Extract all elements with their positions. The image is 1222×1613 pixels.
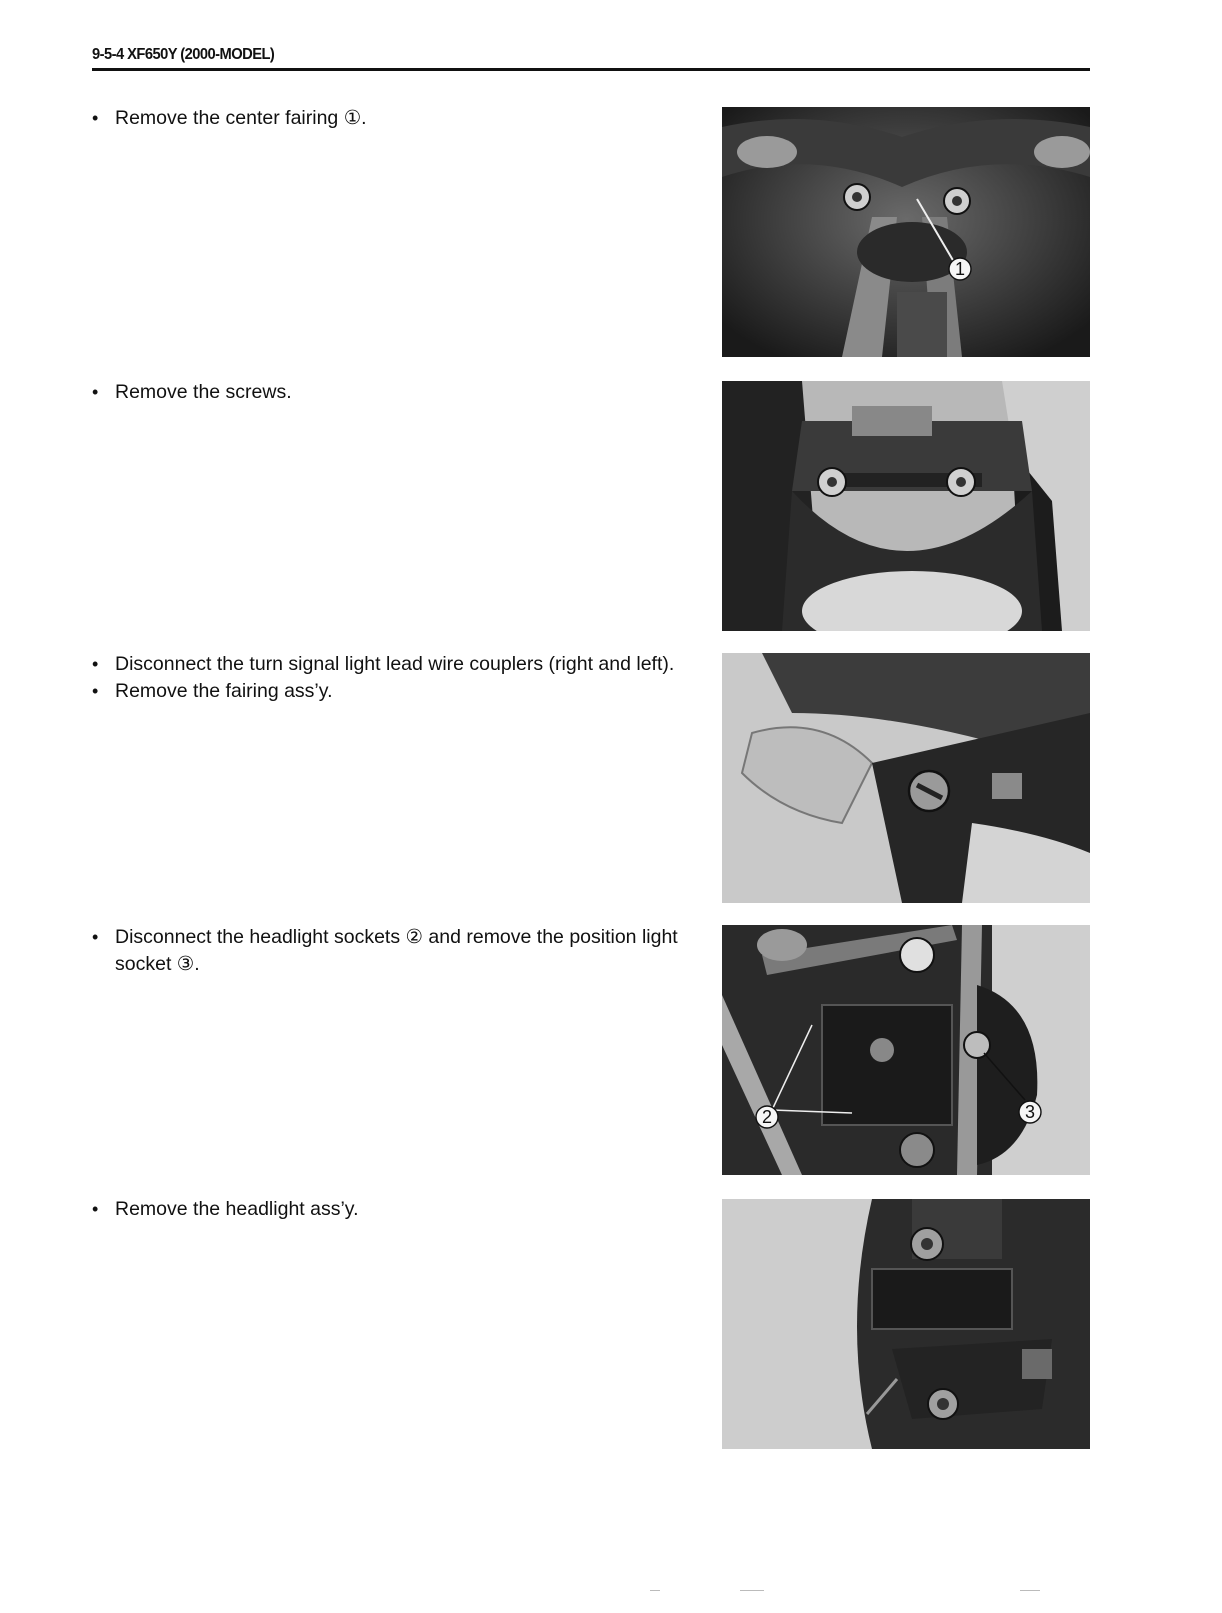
- coupler-marker: [909, 771, 949, 811]
- step-3: [92, 651, 692, 705]
- screw-marker-bottom: [928, 1389, 958, 1419]
- photo-headlight-assy: [722, 1199, 1090, 1449]
- step-4: [92, 924, 692, 978]
- step-2-bullet-1: • Remove the screws.: [92, 379, 692, 406]
- screw-marker-left: [818, 468, 846, 496]
- callout-2: [756, 1106, 778, 1128]
- photo-turn-signal-coupler: [722, 653, 1090, 903]
- screw-marker-right: [944, 188, 970, 214]
- svg-text:3: 3: [1024, 1102, 1036, 1122]
- header-rule: [92, 68, 1090, 71]
- step-1: [92, 105, 692, 132]
- callout-1: [949, 258, 971, 280]
- step-5: [92, 1196, 692, 1223]
- socket-marker-right: [964, 1032, 990, 1058]
- svg-text:1: 1: [954, 259, 966, 279]
- step-3-bullet-1: • Disconnect the turn signal light lead wire couplers (right and left).: [92, 651, 692, 678]
- socket-marker-top: [900, 938, 934, 972]
- page-header: [92, 46, 1090, 72]
- photo-headlight-sockets: [722, 925, 1090, 1175]
- photo-fairing-screws: [722, 381, 1090, 631]
- screw-marker-right: [947, 468, 975, 496]
- callout-3: [1019, 1101, 1041, 1123]
- screw-marker-left: [844, 184, 870, 210]
- step-5-bullet-1: • Remove the headlight ass’y.: [92, 1196, 692, 1223]
- photo-center-fairing: [722, 107, 1090, 357]
- step-2: [92, 379, 692, 406]
- socket-marker-bottom: [900, 1133, 934, 1167]
- step-4-bullet-1: • Disconnect the headlight sockets ② and remove the position light socket ③.: [92, 924, 692, 978]
- step-3-bullet-2: • Remove the fairing ass’y.: [92, 678, 692, 705]
- footer-scan-marks: [650, 1590, 1090, 1596]
- screw-marker-top: [911, 1228, 943, 1260]
- svg-text:2: 2: [761, 1107, 773, 1127]
- step-1-bullet-1: • Remove the center fairing ①.: [92, 105, 692, 132]
- page-header-title: 9-5-4 XF650Y (2000-MODEL): [92, 46, 275, 63]
